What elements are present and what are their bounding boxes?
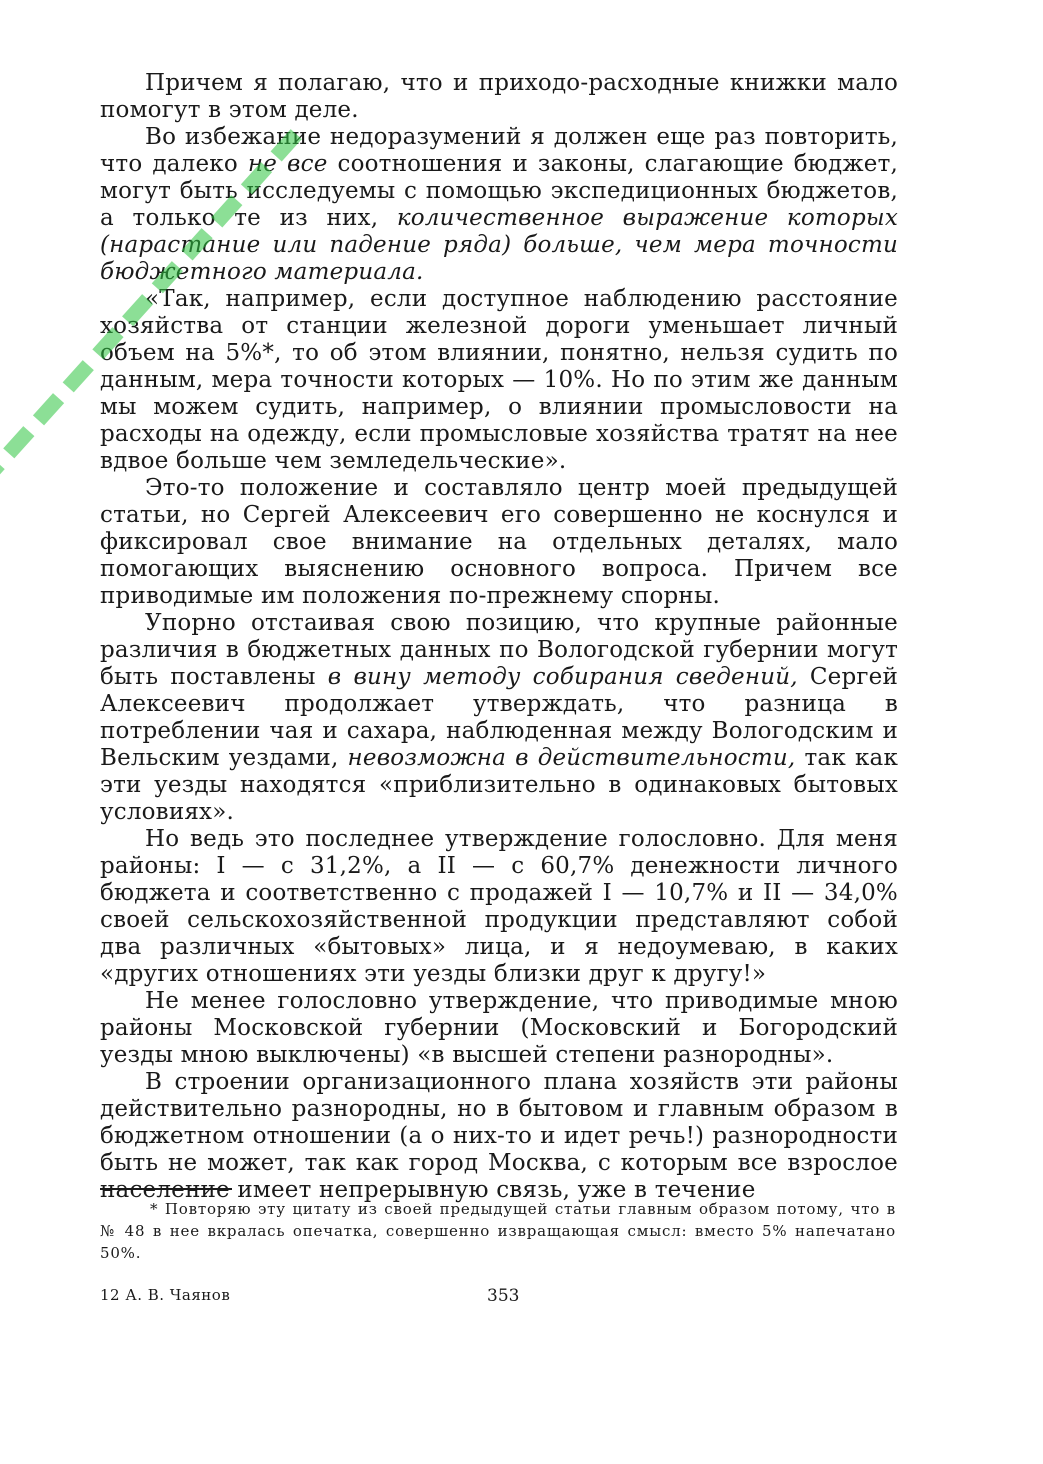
text-run: Но ведь это последнее утверждение голословно. Для меня районы: I — с 31,2%, а II — с 60,7% денежности личного бюджета и соответственно с продажей I — 10,7% и II — 34,0% своей сельскохозяйственной продукции представляют собой два различных «бытовых» лица, и я недоумеваю, в каких «других отношениях эти уезды близки друг к другу!» bbox=[100, 826, 898, 987]
text-run: Упорно отстаивая свою позицию, что крупные районные различия в бюджетных данных по Вологодской губернии могут быть поставлены bbox=[100, 610, 898, 690]
text-run: Это-то положение и составляло центр моей предыдущей статьи, но Сергей Алексеевич его совершенно не коснулся и фиксировал свое внимание на отдельных деталях, мало помогающих выяснению основного вопроса. Причем все приводимые им положения по-прежнему спорны. bbox=[100, 475, 898, 609]
paragraph bbox=[100, 1069, 898, 1204]
footnote-divider bbox=[100, 1188, 232, 1190]
italic-text: не все bbox=[247, 151, 328, 177]
text-run: Не менее голословно утверждение, что приводимые мною районы Московской губернии (Московский и Богородский уезды мною выключены) «в высшей степени разнородны». bbox=[100, 988, 898, 1068]
paragraph bbox=[100, 70, 898, 124]
paragraph bbox=[100, 826, 898, 988]
paragraph bbox=[100, 988, 898, 1069]
paragraph bbox=[100, 286, 898, 475]
page-body bbox=[100, 70, 898, 1204]
page-number: 353 bbox=[487, 1286, 520, 1306]
italic-text: невозможна в действительности, bbox=[347, 745, 796, 771]
italic-text: в вину методу собирания сведений, bbox=[327, 664, 798, 690]
footnote: * Повторяю эту цитату из своей предыдущей статьи главным образом потому, что в № 48 в нее вкралась опечатка, совершенно извращающая смысл: вместо 5% напечатано 50%. bbox=[100, 1200, 896, 1262]
text-run: Во избежание недоразумений я должен еще раз повторить, что далеко bbox=[100, 124, 898, 177]
text-run: соотношения и законы, слагающие бюджет, могут быть исследуемы с помощью экспедиционных бюджетов, а только те из них, bbox=[100, 151, 899, 231]
paragraph bbox=[100, 475, 898, 610]
text-run: «Так, например, если доступное наблюдению расстояние хозяйства от станции железной дороги уменьшает личный объем на 5%*, то об этом влиянии, понятно, нельзя судить по данным, мера точности которых — 10%. Но по этим же данным мы можем судить, например, о влиянии промысловости на расходы на одежду, если промысловые хозяйства тратят на нее вдвое больше чем земледельческие». bbox=[100, 286, 898, 474]
text-run: Причем я полагаю, что и приходо-расходные книжки мало помогут в этом деле. bbox=[100, 70, 898, 123]
italic-text: количественное выражение которых (нарастание или падение ряда) больше, чем мера точности бюджетного материала. bbox=[100, 205, 898, 285]
text-run: В строении организационного плана хозяйств эти районы действительно разнородны, но в бытовом и главным образом в бюджетном отношении (а о них-то и идет речь!) разнородности быть не может, так как город Москва, с которым все взрослое население имеет непрерывную связь, уже в течение bbox=[100, 1069, 898, 1203]
paragraph bbox=[100, 610, 898, 826]
signature-mark: 12 А. В. Чаянов bbox=[100, 1286, 231, 1304]
text-run: Сергей Алексеевич продолжает утверждать, что разница в потреблении чая и сахара, наблюденная между Вологодским и Вельским уездами, bbox=[100, 664, 898, 771]
text-run: так как эти уезды находятся «приблизительно в одинаковых бытовых условиях». bbox=[100, 745, 899, 825]
paragraph bbox=[100, 124, 898, 286]
